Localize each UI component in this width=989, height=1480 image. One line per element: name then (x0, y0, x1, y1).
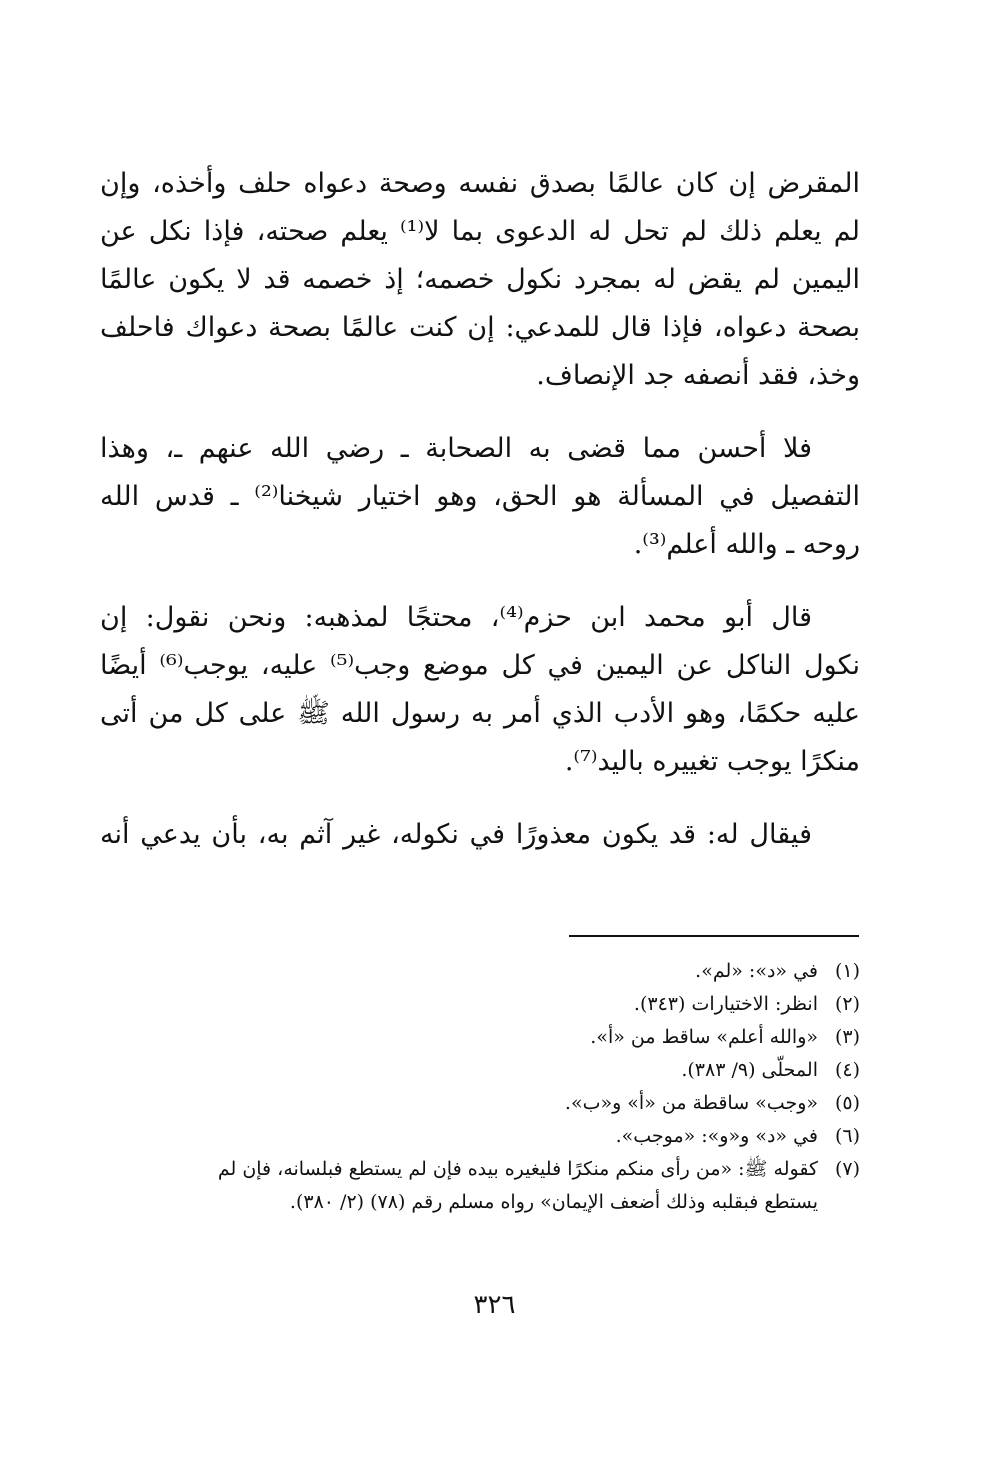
text-line: وخذ، فقد أنصفه جد الإنصاف. (536, 360, 860, 391)
text-line: لم يعلم ذلك لم تحل له الدعوى بما لا⁽¹⁾ يعلم صحته، فإذا نكل عن (100, 216, 860, 247)
text-line: منكرًا يوجب تغييره باليد⁽⁷⁾. (564, 746, 860, 777)
footnote-number: (٤) (834, 1059, 860, 1081)
footnote-3 (130, 1021, 860, 1054)
text-line: التفصيل في المسألة هو الحق، وهو اختيار شيخنا⁽²⁾ ـ قدس الله (100, 481, 860, 512)
footnote-2 (130, 988, 860, 1021)
footnote-number: (٢) (834, 993, 860, 1015)
text-line: فيقال له: قد يكون معذورًا في نكوله، غير آثم به، بأن يدعي أنه (100, 819, 812, 850)
page-number: ٣٢٦ (473, 1290, 516, 1320)
footnote-text: انظر: الاختيارات (٣٤٣). (633, 993, 818, 1015)
paragraph-1 (100, 160, 860, 400)
footnote-number: (١) (834, 960, 860, 982)
footnote-7 (130, 1153, 860, 1219)
paragraph-4 (100, 811, 860, 859)
footnote-number: (٥) (834, 1092, 860, 1114)
footnotes (130, 955, 860, 1219)
footnote-text-line: كقوله ﷺ: «من رأى منكم منكرًا فليغيره بيده فإن لم يستطع فبلسانه، فإن لم (217, 1158, 818, 1180)
paragraph-2 (100, 425, 860, 569)
footnote-1 (130, 955, 860, 988)
footnote-divider (569, 935, 859, 937)
main-text-body (100, 160, 860, 859)
footnote-number: (٣) (834, 1026, 860, 1048)
text-line: المقرض إن كان عالمًا بصدق نفسه وصحة دعواه حلف وأخذه، وإن (100, 168, 860, 199)
text-line: عليه حكمًا، وهو الأدب الذي أمر به رسول الله ﷺ على كل من أتى (100, 698, 860, 729)
footnote-text: «وجب» ساقطة من «أ» و«ب». (564, 1092, 818, 1114)
footnote-text: في «د»: «لم». (695, 960, 818, 982)
footnote-5 (130, 1087, 860, 1120)
footnote-number: (٧) (834, 1158, 860, 1180)
footnote-6 (130, 1120, 860, 1153)
text-line: روحه ـ والله أعلم⁽³⁾. (633, 529, 860, 560)
footnote-text: في «د» و«و»: «موجب». (615, 1125, 818, 1147)
footnote-number: (٦) (834, 1125, 860, 1147)
text-line: فلا أحسن مما قضى به الصحابة ـ رضي الله عنهم ـ، وهذا (100, 433, 812, 464)
footnote-text: «والله أعلم» ساقط من «أ». (590, 1026, 818, 1048)
text-line: قال أبو محمد ابن حزم⁽⁴⁾، محتجًا لمذهبه: ونحن نقول: إن (100, 602, 812, 633)
footnote-4 (130, 1054, 860, 1087)
footnote-text-line: يستطع فبقلبه وذلك أضعف الإيمان» رواه مسلم رقم (٧٨) (٢/ ٣٨٠). (289, 1191, 818, 1213)
text-line: نكول الناكل عن اليمين في كل موضع وجب⁽⁵⁾ عليه، يوجب⁽⁶⁾ أيضًا (100, 650, 861, 681)
paragraph-3 (100, 594, 860, 786)
footnote-text (130, 1153, 818, 1219)
text-line: اليمين لم يقض له بمجرد نكول خصمه؛ إذ خصمه قد لا يكون عالمًا (100, 264, 860, 295)
text-line: بصحة دعواه، فإذا قال للمدعي: إن كنت عالمًا بصحة دعواك فاحلف (100, 312, 860, 343)
footnote-text: المحلّى (٩/ ٣٨٣). (681, 1059, 818, 1081)
